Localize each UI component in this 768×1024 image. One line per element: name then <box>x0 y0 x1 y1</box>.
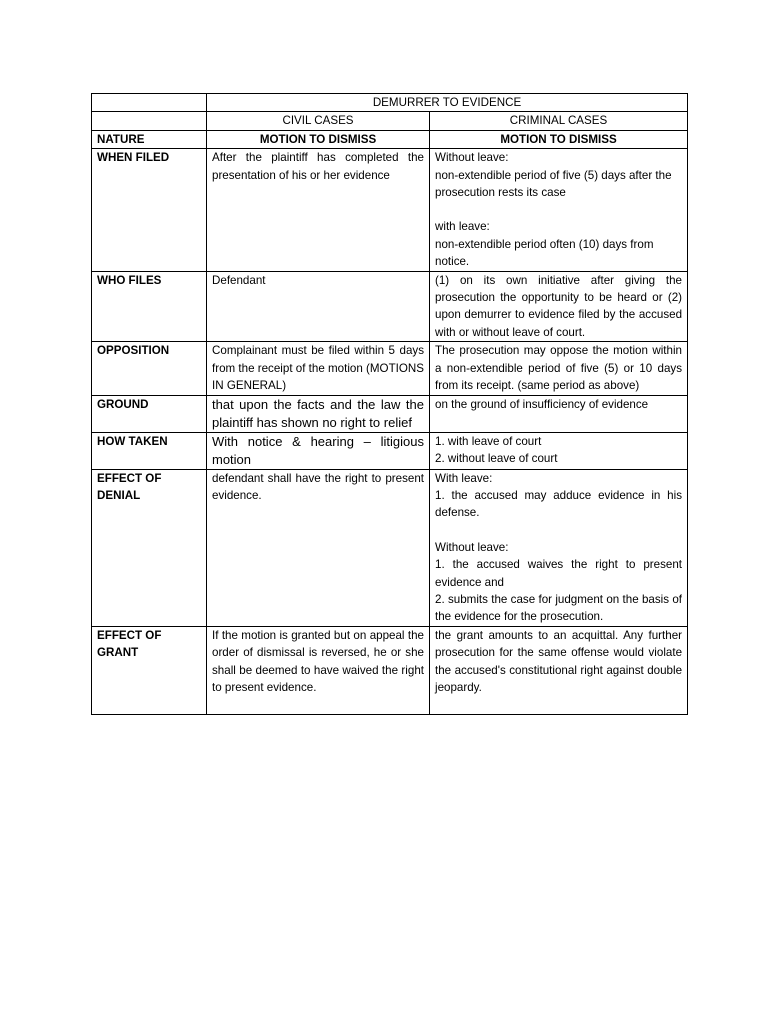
table-row <box>92 149 688 271</box>
column-header-civil: CIVIL CASES <box>207 112 430 130</box>
effect-of-denial-criminal-line2: 1. the accused may adduce evidence in his defense. <box>435 488 683 520</box>
document-page <box>91 93 687 715</box>
effect-of-denial-criminal-line4: 1. the accused waives the right to present evidence and <box>435 558 683 589</box>
column-header-criminal: CRIMINAL CASES <box>430 112 688 130</box>
empty-corner-cell <box>92 94 207 112</box>
row-label-nature: NATURE <box>92 130 207 148</box>
how-taken-civil: With notice & hearing – litigious motion <box>207 432 430 469</box>
effect-of-grant-criminal: the grant amounts to an acquittal. Any further prosecution for the same offense would violate the accused's constitutional right against double jeopardy. <box>430 626 688 714</box>
opposition-criminal: The prosecution may oppose the motion within a non-extendible period of five (5) or 10 days from its receipt. (same period as above) <box>430 342 688 395</box>
ground-civil: that upon the facts and the law the plaintiff has shown no right to relief <box>207 395 430 432</box>
when-filed-criminal-line1: Without leave: <box>435 151 509 165</box>
when-filed-criminal-line3: with leave: <box>435 220 490 234</box>
row-label-when-filed: WHEN FILED <box>92 149 207 271</box>
row-label-opposition: OPPOSITION <box>92 342 207 395</box>
nature-criminal: MOTION TO DISMISS <box>430 130 688 148</box>
table-row <box>92 395 688 432</box>
who-files-criminal: (1) on its own initiative after giving the prosecution the opportunity to be heard or (2) upon demurrer to evidence filed by the accused with or without leave of court. <box>430 271 688 342</box>
table-row <box>92 626 688 714</box>
table-title-row <box>92 94 688 112</box>
row-label-effect-of-grant: EFFECT OF GRANT <box>92 626 207 714</box>
ground-criminal: on the ground of insufficiency of evidence <box>430 395 688 432</box>
demurrer-comparison-table <box>91 93 688 715</box>
row-label-effect-of-denial: EFFECT OF DENIAL <box>92 469 207 626</box>
table-row <box>92 469 688 626</box>
opposition-civil: Complainant must be filed within 5 days from the receipt of the motion (MOTIONS IN GENERAL) <box>207 342 430 395</box>
table-title: DEMURRER TO EVIDENCE <box>207 94 688 112</box>
nature-civil: MOTION TO DISMISS <box>207 130 430 148</box>
how-taken-criminal-line2: 2. without leave of court <box>435 451 558 465</box>
table-row <box>92 271 688 342</box>
column-header-row <box>92 112 688 130</box>
who-files-civil: Defendant <box>207 271 430 342</box>
effect-of-denial-civil: defendant shall have the right to present evidence. <box>207 469 430 626</box>
row-label-who-files: WHO FILES <box>92 271 207 342</box>
empty-header-cell <box>92 112 207 130</box>
when-filed-criminal <box>430 149 688 271</box>
row-label-ground: GROUND <box>92 395 207 432</box>
how-taken-criminal <box>430 432 688 469</box>
table-row <box>92 342 688 395</box>
how-taken-criminal-line1: 1. with leave of court <box>435 434 542 448</box>
when-filed-criminal-line2: non-extendible period of five (5) days after the prosecution rests its case <box>435 168 672 200</box>
spacer <box>435 522 682 539</box>
when-filed-criminal-line4: non-extendible period often (10) days from notice. <box>435 237 654 269</box>
effect-of-denial-criminal-line5: 2. submits the case for judgment on the basis of the evidence for the prosecution. <box>435 592 683 624</box>
effect-of-denial-criminal-line1: With leave: <box>435 471 493 485</box>
table-row <box>92 432 688 469</box>
effect-of-denial-criminal-line3: Without leave: <box>435 540 509 554</box>
table-row <box>92 130 688 148</box>
when-filed-civil: After the plaintiff has completed the presentation of his or her evidence <box>207 149 430 271</box>
row-label-how-taken: HOW TAKEN <box>92 432 207 469</box>
effect-of-grant-civil: If the motion is granted but on appeal the order of dismissal is reversed, he or she shall be deemed to have waived the right to present evidence. <box>207 626 430 714</box>
effect-of-denial-criminal <box>430 469 688 626</box>
spacer <box>435 201 682 218</box>
